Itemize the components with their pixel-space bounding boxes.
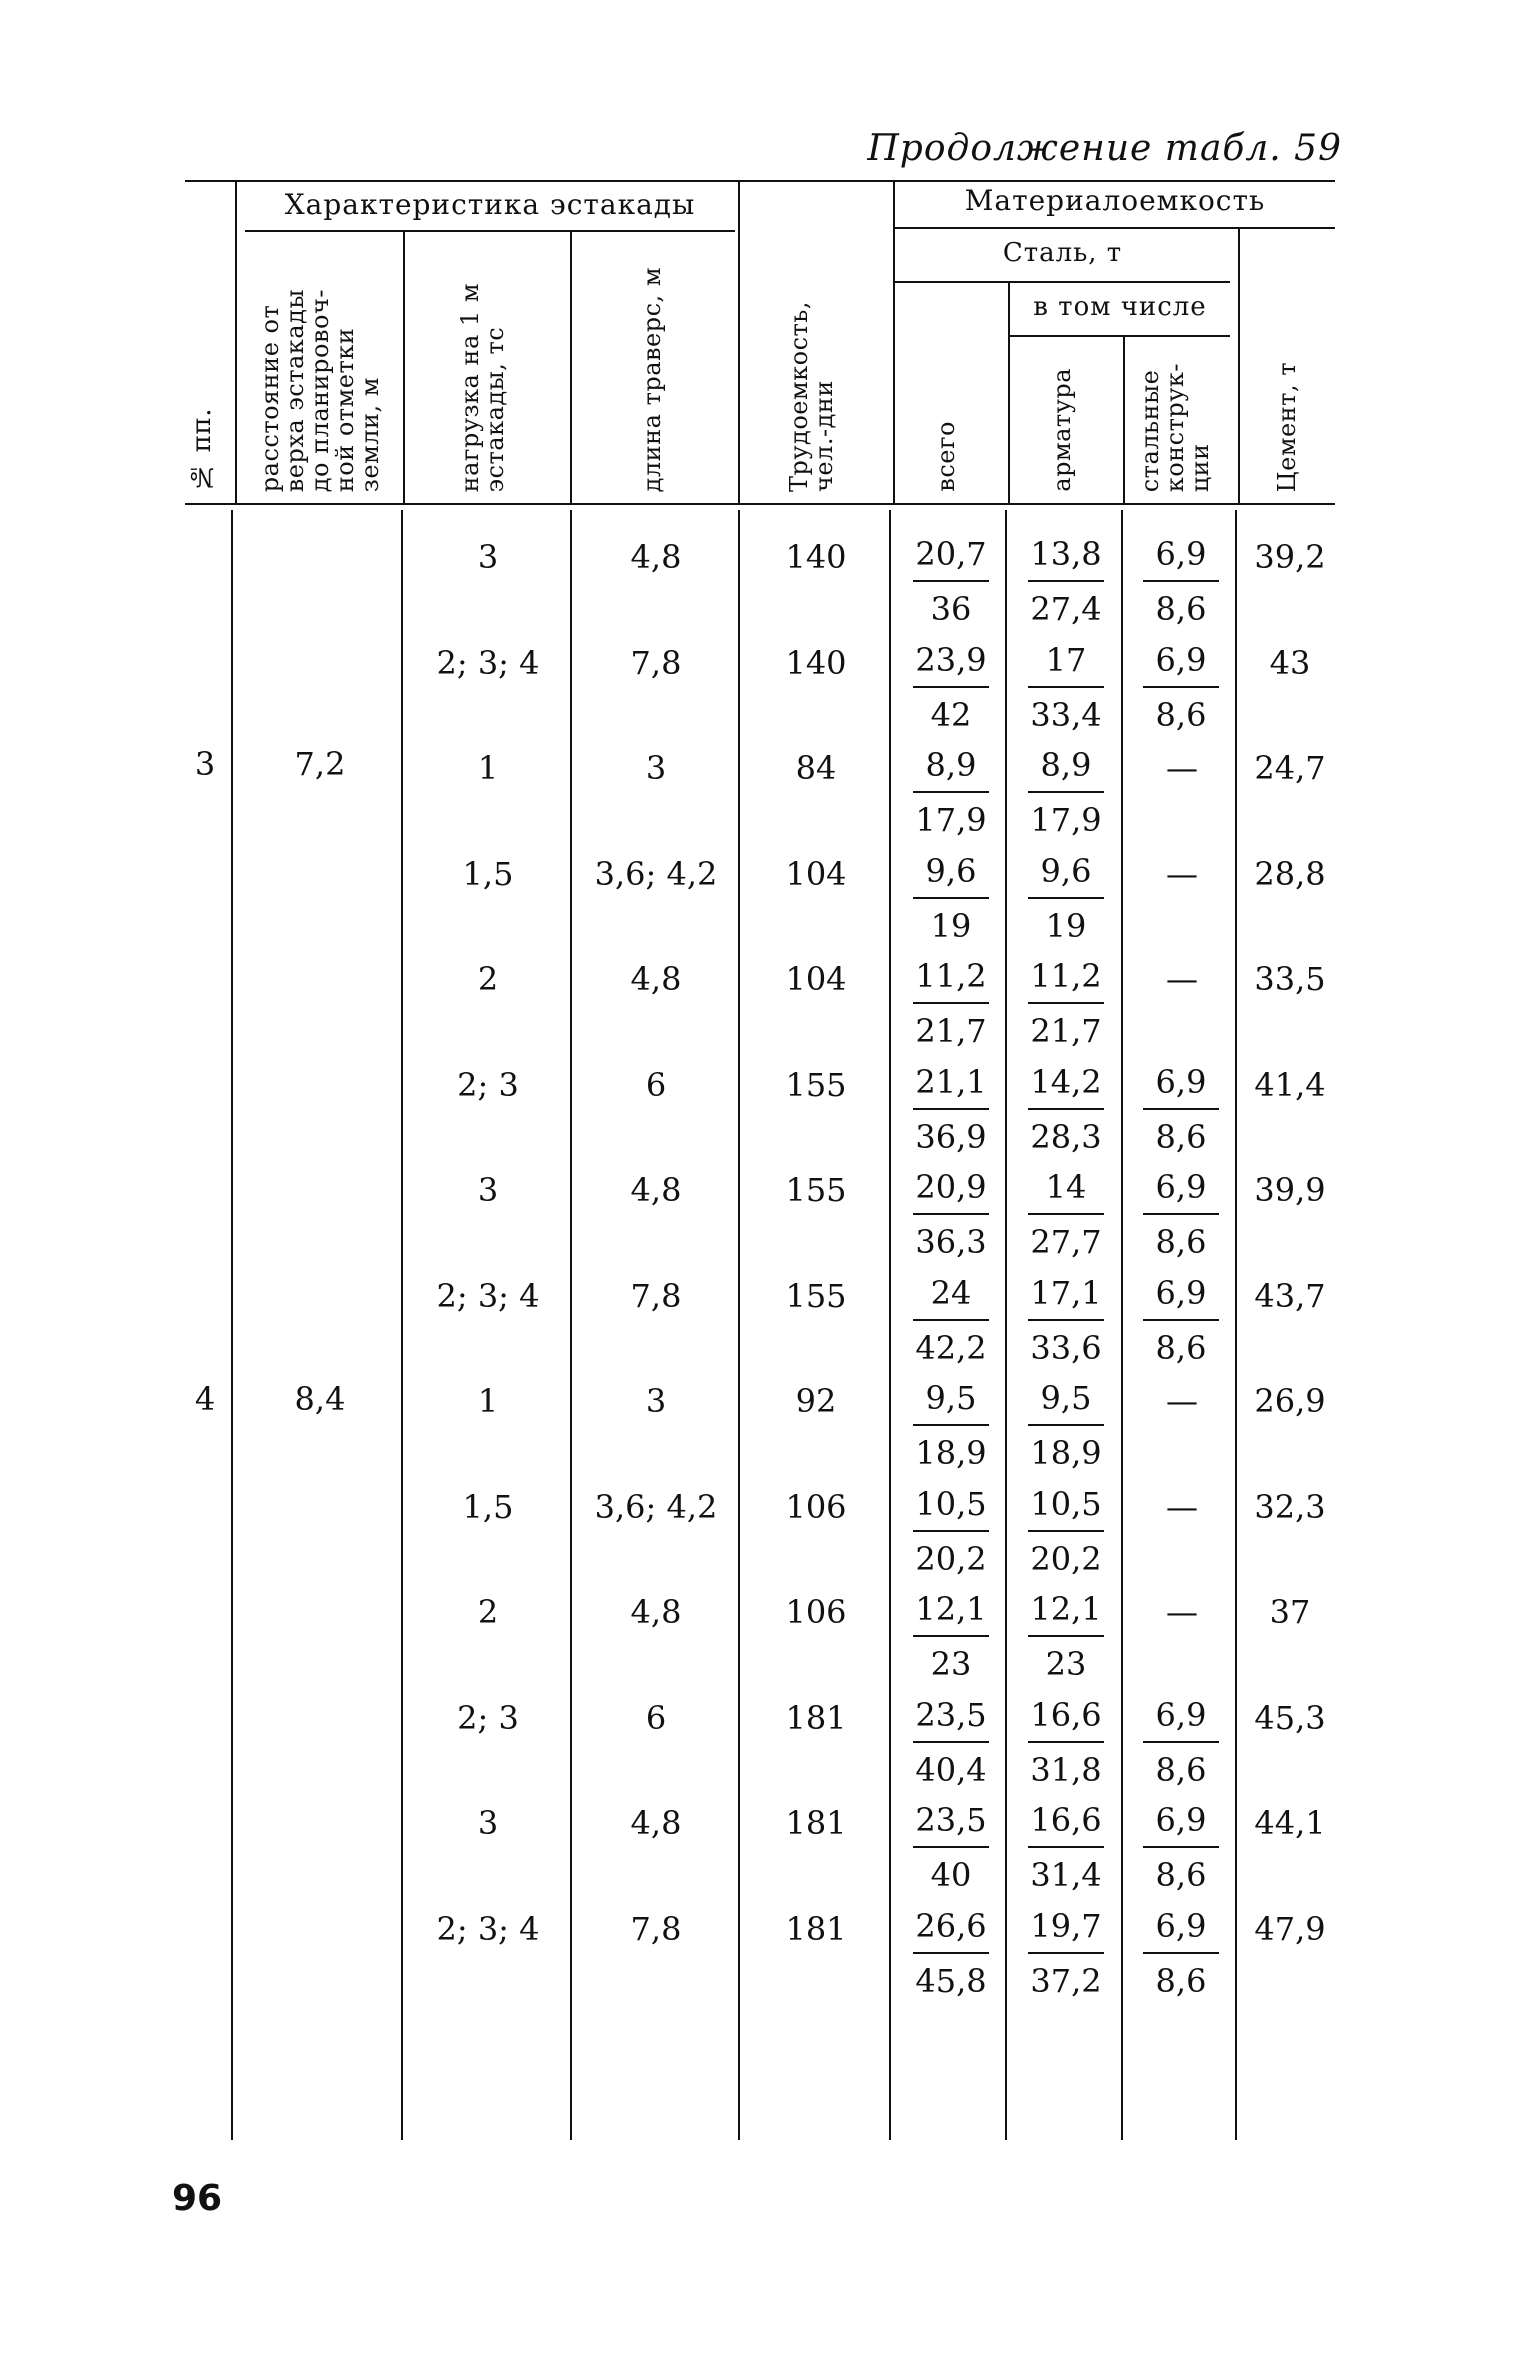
header-total: всего (932, 421, 960, 492)
labor-value: 181 (785, 1698, 847, 1737)
total-value-numerator: 8,9 (925, 746, 977, 784)
labor-value: 155 (785, 1065, 847, 1104)
total-value-denominator: 36 (930, 590, 972, 628)
total-value-denominator: 45,8 (915, 1961, 987, 2000)
total-fraction (903, 1269, 999, 1372)
fraction-bar (1028, 897, 1104, 899)
header-distance: расстояние от верха эстакады до планировоч- ной отметки земли, м (256, 288, 384, 492)
fraction-bar (1143, 1846, 1219, 1848)
rebar-value-numerator: 14 (1045, 1168, 1087, 1206)
steel-value-numerator: 6,9 (1155, 1695, 1207, 1734)
steel-fraction (1133, 1269, 1229, 1372)
total-value-denominator: 36,9 (915, 1117, 987, 1156)
load-value: 1 (477, 749, 499, 787)
rebar-value-denominator: 31,4 (1030, 1856, 1102, 1894)
rebar-fraction (1018, 1163, 1114, 1266)
header-cement: Цемент, т (1273, 361, 1301, 492)
rebar-value-numerator: 10,5 (1030, 1484, 1102, 1523)
steel-value-numerator: 6,9 (1155, 1168, 1207, 1206)
fraction-bar (1028, 580, 1104, 582)
rule-char-group (245, 230, 735, 232)
total-fraction (903, 1163, 999, 1266)
length-value: 7,8 (630, 643, 682, 682)
labor-value: 106 (785, 1487, 847, 1526)
fraction-bar (913, 897, 989, 899)
table-caption: Продолжение табл. 59 (867, 128, 1342, 169)
rebar-value-denominator: 27,4 (1030, 590, 1102, 628)
header-steel: Сталь, т (1002, 238, 1123, 268)
cement-value: 24,7 (1254, 749, 1326, 787)
rebar-value-numerator: 9,6 (1040, 851, 1092, 890)
load-value: 2 (477, 1593, 499, 1631)
rebar-fraction (1018, 1902, 1114, 2005)
total-value-numerator: 23,5 (915, 1695, 987, 1734)
rebar-value-numerator: 16,6 (1030, 1695, 1102, 1734)
fraction-bar (1028, 1635, 1104, 1637)
steel-value-numerator: 6,9 (1155, 535, 1207, 573)
total-value-denominator: 17,9 (915, 801, 987, 839)
steel-value-denominator: 8,6 (1155, 1223, 1207, 1261)
steel-value-denominator: 8,6 (1155, 1750, 1207, 1789)
total-value-numerator: 11,2 (915, 957, 987, 995)
cement-value: 37 (1269, 1593, 1311, 1631)
rebar-fraction (1018, 952, 1114, 1055)
steel-fraction (1133, 636, 1229, 739)
load-value: 2; 3 (457, 1065, 519, 1104)
length-value: 3 (645, 1382, 667, 1420)
vrule-h3 (570, 232, 572, 503)
load-value: 3 (477, 1171, 499, 1209)
total-fraction (903, 1480, 999, 1583)
rebar-fraction (1018, 1374, 1114, 1477)
fraction-bar (913, 1846, 989, 1848)
rebar-value-numerator: 12,1 (1030, 1590, 1102, 1628)
vrule-h8 (1238, 229, 1240, 503)
total-value-numerator: 9,6 (925, 851, 977, 890)
rule-steel (895, 281, 1230, 283)
fraction-bar (913, 580, 989, 582)
fraction-bar (1028, 1741, 1104, 1743)
length-value: 4,8 (630, 538, 682, 576)
fraction-bar (913, 1635, 989, 1637)
group-number: 4 (194, 1380, 216, 1418)
header-materials: Материалоемкость (964, 184, 1266, 217)
cement-value: 43,7 (1254, 1276, 1326, 1315)
rebar-value-denominator: 31,8 (1030, 1750, 1102, 1789)
length-value: 4,8 (630, 1171, 682, 1209)
fraction-bar (913, 791, 989, 793)
total-value-denominator: 19 (930, 906, 972, 945)
rule-header-bottom (185, 503, 1335, 505)
total-value-denominator: 40 (930, 1856, 972, 1894)
fraction-bar (1028, 1213, 1104, 1215)
group-distance: 8,4 (294, 1380, 346, 1418)
length-value: 7,8 (630, 1909, 682, 1948)
rule-incl (1010, 335, 1230, 337)
steel-value-denominator: 8,6 (1155, 1961, 1207, 2000)
fraction-bar (1028, 1424, 1104, 1426)
fraction-bar (1143, 1213, 1219, 1215)
header-traverse-length: длина траверс, м (638, 266, 666, 492)
steel-value-denominator: 8,6 (1155, 695, 1207, 734)
rebar-value-numerator: 17,1 (1030, 1273, 1102, 1312)
header-load: нагрузка на 1 м эстакады, тс (456, 282, 509, 492)
total-value-denominator: 42,2 (915, 1328, 987, 1367)
load-value: 1,5 (462, 1487, 514, 1526)
steel-fraction (1133, 1058, 1229, 1161)
fraction-bar (913, 1002, 989, 1004)
cement-value: 41,4 (1254, 1065, 1326, 1104)
rebar-value-denominator: 17,9 (1030, 801, 1102, 839)
length-value: 3,6; 4,2 (594, 854, 718, 893)
total-fraction (903, 1058, 999, 1161)
header-rebar: арматура (1048, 368, 1076, 492)
total-value-numerator: 26,6 (915, 1906, 987, 1945)
total-value-numerator: 10,5 (915, 1484, 987, 1523)
total-fraction (903, 1691, 999, 1794)
load-value: 2; 3 (457, 1698, 519, 1737)
rebar-value-denominator: 21,7 (1030, 1012, 1102, 1050)
rebar-value-numerator: 9,5 (1040, 1379, 1092, 1417)
labor-value: 155 (785, 1171, 847, 1209)
total-fraction (903, 530, 999, 633)
fraction-bar (913, 686, 989, 688)
rebar-value-numerator: 14,2 (1030, 1062, 1102, 1101)
fraction-bar (913, 1213, 989, 1215)
total-fraction (903, 741, 999, 844)
fraction-bar (1028, 1952, 1104, 1954)
labor-value: 140 (785, 538, 847, 576)
length-value: 4,8 (630, 1593, 682, 1631)
fraction-bar (1028, 1108, 1104, 1110)
header-labor: Трудоемкость, чел.-дни (785, 301, 838, 492)
total-value-denominator: 18,9 (915, 1434, 987, 1472)
cement-value: 44,1 (1254, 1804, 1326, 1842)
load-value: 1 (477, 1382, 499, 1420)
rebar-value-denominator: 37,2 (1030, 1961, 1102, 2000)
labor-value: 155 (785, 1276, 847, 1315)
steel-value-numerator: 6,9 (1155, 1906, 1207, 1945)
cement-value: 43 (1269, 643, 1311, 682)
steel-value-denominator: 8,6 (1155, 590, 1207, 628)
vrule-h5 (893, 180, 895, 503)
total-value-numerator: 21,1 (915, 1062, 987, 1101)
rebar-fraction (1018, 1480, 1114, 1583)
total-fraction (903, 1374, 999, 1477)
total-fraction (903, 636, 999, 739)
vrule-b3 (570, 510, 572, 2140)
length-value: 6 (645, 1698, 667, 1737)
labor-value: 106 (785, 1593, 847, 1631)
steel-fraction (1133, 530, 1229, 633)
steel-value-denominator: 8,6 (1155, 1856, 1207, 1894)
labor-value: 181 (785, 1804, 847, 1842)
fraction-bar (1143, 1108, 1219, 1110)
total-value-denominator: 36,3 (915, 1223, 987, 1261)
vrule-h7 (1123, 337, 1125, 503)
steel-value-denominator: 8,6 (1155, 1328, 1207, 1367)
header-including: в том числе (1033, 292, 1207, 322)
fraction-bar (1143, 580, 1219, 582)
labor-value: 140 (785, 643, 847, 682)
rebar-fraction (1018, 847, 1114, 950)
cement-value: 33,5 (1254, 960, 1326, 998)
steel-value-numerator: 6,9 (1155, 1273, 1207, 1312)
rebar-value-denominator: 18,9 (1030, 1434, 1102, 1472)
rebar-value-denominator: 19 (1045, 906, 1087, 945)
vrule-b4 (738, 510, 740, 2140)
steel-structures-dash: — (1166, 854, 1198, 893)
cement-value: 45,3 (1254, 1698, 1326, 1737)
fraction-bar (1028, 791, 1104, 793)
vrule-h1 (235, 180, 237, 503)
total-value-numerator: 9,5 (925, 1379, 977, 1417)
cement-value: 32,3 (1254, 1487, 1326, 1526)
vrule-b7 (1121, 510, 1123, 2140)
rebar-value-numerator: 19,7 (1030, 1906, 1102, 1945)
load-value: 2 (477, 960, 499, 998)
total-value-denominator: 40,4 (915, 1750, 987, 1789)
vrule-h2 (403, 232, 405, 503)
total-fraction (903, 1902, 999, 2005)
rebar-value-numerator: 13,8 (1030, 535, 1102, 573)
length-value: 4,8 (630, 1804, 682, 1842)
cement-value: 26,9 (1254, 1382, 1326, 1420)
total-value-denominator: 42 (930, 695, 972, 734)
total-value-numerator: 12,1 (915, 1590, 987, 1628)
fraction-bar (913, 1741, 989, 1743)
fraction-bar (913, 1319, 989, 1321)
rebar-value-denominator: 23 (1045, 1645, 1087, 1683)
length-value: 6 (645, 1065, 667, 1104)
total-fraction (903, 952, 999, 1055)
vrule-b2 (401, 510, 403, 2140)
fraction-bar (1028, 1319, 1104, 1321)
load-value: 2; 3; 4 (436, 643, 540, 682)
group-number: 3 (194, 745, 216, 783)
total-value-denominator: 21,7 (915, 1012, 987, 1050)
load-value: 2; 3; 4 (436, 1276, 540, 1315)
rebar-fraction (1018, 1269, 1114, 1372)
page-number: 96 (172, 2178, 223, 2219)
steel-value-numerator: 6,9 (1155, 640, 1207, 679)
labor-value: 181 (785, 1909, 847, 1948)
labor-value: 84 (795, 749, 837, 787)
steel-structures-dash: — (1166, 1487, 1198, 1526)
rebar-fraction (1018, 1058, 1114, 1161)
fraction-bar (913, 1424, 989, 1426)
load-value: 1,5 (462, 854, 514, 893)
steel-value-numerator: 6,9 (1155, 1801, 1207, 1839)
total-value-numerator: 20,7 (915, 535, 987, 573)
total-fraction (903, 847, 999, 950)
vrule-h4 (738, 180, 740, 503)
rebar-value-numerator: 11,2 (1030, 957, 1102, 995)
length-value: 7,8 (630, 1276, 682, 1315)
steel-fraction (1133, 1796, 1229, 1899)
header-steel-structures: стальные конструк- ции (1136, 362, 1214, 492)
load-value: 3 (477, 1804, 499, 1842)
steel-value-denominator: 8,6 (1155, 1117, 1207, 1156)
rebar-value-denominator: 33,4 (1030, 695, 1102, 734)
group-distance: 7,2 (294, 745, 346, 783)
fraction-bar (1143, 1741, 1219, 1743)
vrule-b6 (1005, 510, 1007, 2140)
rebar-value-numerator: 16,6 (1030, 1801, 1102, 1839)
fraction-bar (913, 1530, 989, 1532)
fraction-bar (1028, 686, 1104, 688)
labor-value: 92 (795, 1382, 837, 1420)
steel-fraction (1133, 1691, 1229, 1794)
fraction-bar (1028, 1002, 1104, 1004)
length-value: 4,8 (630, 960, 682, 998)
length-value: 3 (645, 749, 667, 787)
total-value-numerator: 24 (930, 1273, 972, 1312)
fraction-bar (913, 1952, 989, 1954)
total-value-numerator: 23,9 (915, 640, 987, 679)
length-value: 3,6; 4,2 (594, 1487, 718, 1526)
fraction-bar (913, 1108, 989, 1110)
total-fraction (903, 1796, 999, 1899)
labor-value: 104 (785, 854, 847, 893)
rebar-value-denominator: 27,7 (1030, 1223, 1102, 1261)
steel-structures-dash: — (1166, 1382, 1198, 1420)
load-value: 3 (477, 538, 499, 576)
steel-structures-dash: — (1166, 1593, 1198, 1631)
steel-structures-dash: — (1166, 960, 1198, 998)
fraction-bar (1028, 1530, 1104, 1532)
rule-mat-group (895, 227, 1335, 229)
rebar-value-denominator: 33,6 (1030, 1328, 1102, 1367)
rebar-fraction (1018, 1691, 1114, 1794)
rebar-value-numerator: 17 (1045, 640, 1087, 679)
total-value-denominator: 23 (930, 1645, 972, 1683)
fraction-bar (1143, 1952, 1219, 1954)
fraction-bar (1143, 686, 1219, 688)
cement-value: 28,8 (1254, 854, 1326, 893)
rebar-value-numerator: 8,9 (1040, 746, 1092, 784)
rebar-fraction (1018, 530, 1114, 633)
total-value-denominator: 20,2 (915, 1539, 987, 1578)
fraction-bar (1143, 1319, 1219, 1321)
total-fraction (903, 1585, 999, 1688)
load-value: 2; 3; 4 (436, 1909, 540, 1948)
steel-fraction (1133, 1902, 1229, 2005)
cement-value: 39,9 (1254, 1171, 1326, 1209)
cement-value: 39,2 (1254, 538, 1326, 576)
rebar-fraction (1018, 1796, 1114, 1899)
total-value-numerator: 23,5 (915, 1801, 987, 1839)
rebar-fraction (1018, 636, 1114, 739)
rule-top (185, 180, 1335, 182)
fraction-bar (1028, 1846, 1104, 1848)
labor-value: 104 (785, 960, 847, 998)
steel-fraction (1133, 1163, 1229, 1266)
header-row-number: № пп. (187, 408, 217, 492)
steel-value-numerator: 6,9 (1155, 1062, 1207, 1101)
rebar-fraction (1018, 1585, 1114, 1688)
rebar-fraction (1018, 741, 1114, 844)
rebar-value-denominator: 20,2 (1030, 1539, 1102, 1578)
cement-value: 47,9 (1254, 1909, 1326, 1948)
total-value-numerator: 20,9 (915, 1168, 987, 1206)
header-characteristics: Характеристика эстакады (284, 188, 696, 221)
steel-structures-dash: — (1166, 749, 1198, 787)
rebar-value-denominator: 28,3 (1030, 1117, 1102, 1156)
